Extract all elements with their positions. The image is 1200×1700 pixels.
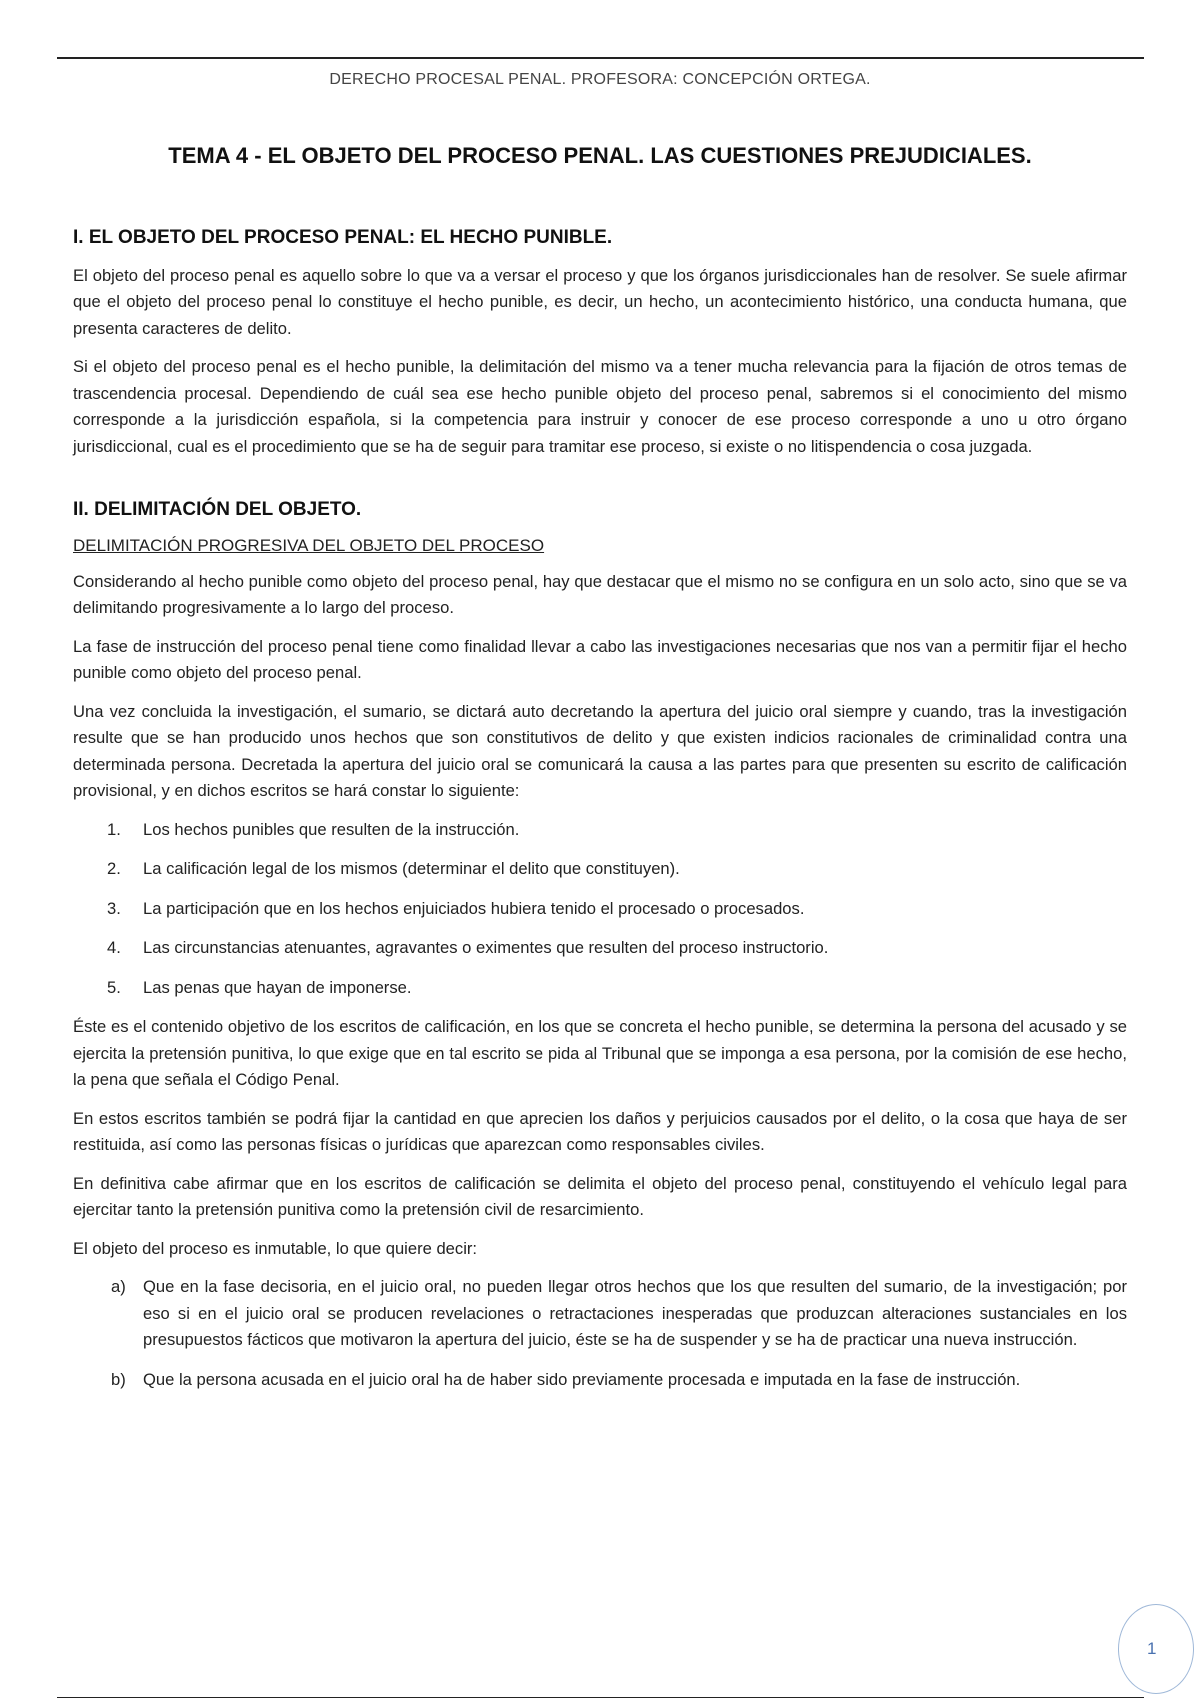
section-2-subheading: DELIMITACIÓN PROGRESIVA DEL OBJETO DEL PROCESO — [73, 535, 545, 555]
bottom-rule — [57, 1697, 1144, 1698]
page-number: 1 — [1118, 1604, 1194, 1694]
top-rule — [57, 57, 1144, 59]
list-item: b) Que la persona acusada en el juicio oral ha de haber sido previamente procesada e imputada en la fase de instrucción. — [111, 1369, 1021, 1389]
document-title: TEMA 4 - EL OBJETO DEL PROCESO PENAL. LAS CUESTIONES PREJUDICIALES. — [168, 143, 1032, 168]
list-item: 1. Los hechos punibles que resulten de la instrucción. — [107, 819, 520, 839]
section-1-heading: I. EL OBJETO DEL PROCESO PENAL: EL HECHO PUNIBLE. — [73, 227, 613, 248]
page-header: DERECHO PROCESAL PENAL. PROFESORA: CONCEPCIÓN ORTEGA. — [329, 71, 871, 88]
paragraph: Si el objeto del proceso penal es el hecho punible, la delimitación del mismo va a tener mucha relevancia para la fijación de otros temas de trascendencia procesal. Dependiendo de cuál sea ese hecho punible objeto del proceso penal, sabremos si el conocimiento del mismo corresponde a la jurisdicción española, si la competencia para instruir y conocer de ese proceso corresponde a uno u otro órgano jurisdiccional, cual es el procedimiento que se ha de seguir para tramitar ese proceso, si existe o no litispendencia o cosa juzgada. — [73, 357, 1127, 456]
paragraph: En definitiva cabe afirmar que en los escritos de calificación se delimita el objeto del proceso penal, constituyendo el vehículo legal para ejercitar tanto la pretensión punitiva como la pretensión civil de resarcimiento. — [73, 1173, 1127, 1220]
numbered-list — [73, 817, 1127, 1002]
paragraph: Una vez concluida la investigación, el sumario, se dictará auto decretando la apertura del juicio oral siempre y cuando, tras la investigación resulte que se han producido unos hechos que son constitutivos de delito y que existen indicios racionales de criminalidad contra una determinada persona. Decretada la apertura del juicio oral se comunicará la causa a las partes para que presenten su escrito de calificación provisional, y en dichos escritos se hará constar lo siguiente: — [73, 701, 1127, 801]
paragraph: El objeto del proceso penal es aquello sobre lo que va a versar el proceso y que los órganos jurisdiccionales han de resolver. Se suele afirmar que el objeto del proceso penal lo constituye el hecho punible, es decir, un hecho, un acontecimiento histórico, una conducta humana, que presenta caracteres de delito. — [73, 265, 1127, 338]
list-item: a) Que en la fase decisoria, en el juicio oral, no pueden llegar otros hechos que los que resulten del sumario, de la investigación; por eso si en el juicio oral se producen revelaciones o retractaciones inesperadas que produzcan alteraciones sustanciales en los presupuestos fácticos que motivaron la apertura del juicio, éste se ha de suspender y se ha de practicar una nueva instrucción. — [111, 1277, 1127, 1350]
list-item: 2. La calificación legal de los mismos (determinar el delito que constituyen). — [107, 859, 680, 879]
paragraph: Éste es el contenido objetivo de los escritos de calificación, en los que se concreta el hecho punible, se determina la persona del acusado y se ejercita la pretensión punitiva, lo que exige que en tal escrito se pida al Tribunal que se imponga a esa persona, por la comisión de ese hecho, la pena que señala el Código Penal. — [73, 1017, 1127, 1090]
section-2-heading: II. DELIMITACIÓN DEL OBJETO. — [73, 499, 362, 521]
list-item: 5. Las penas que hayan de imponerse. — [107, 977, 412, 997]
list-item: 4. Las circunstancias atenuantes, agravantes o eximentes que resulten del proceso instructorio. — [107, 938, 829, 958]
paragraph: Considerando al hecho punible como objeto del proceso penal, hay que destacar que el mismo no se configura en un solo acto, sino que se va delimitando progresivamente a lo largo del proceso. — [73, 571, 1127, 618]
document-body — [73, 226, 1127, 1406]
paragraph: En estos escritos también se podrá fijar la cantidad en que aprecien los daños y perjuicios causados por el delito, o la cosa que haya de ser restituida, así como las personas físicas o jurídicas que aparezcan como responsables civiles. — [73, 1108, 1127, 1155]
list-item: 3. La participación que en los hechos enjuiciados hubiera tenido el procesado o procesados. — [107, 898, 805, 918]
paragraph: La fase de instrucción del proceso penal tiene como finalidad llevar a cabo las investigaciones necesarias que nos van a permitir fijar el hecho punible como objeto del proceso penal. — [73, 636, 1127, 683]
lettered-list — [73, 1274, 1127, 1393]
paragraph: El objeto del proceso es inmutable, lo que quiere decir: — [73, 1238, 478, 1258]
